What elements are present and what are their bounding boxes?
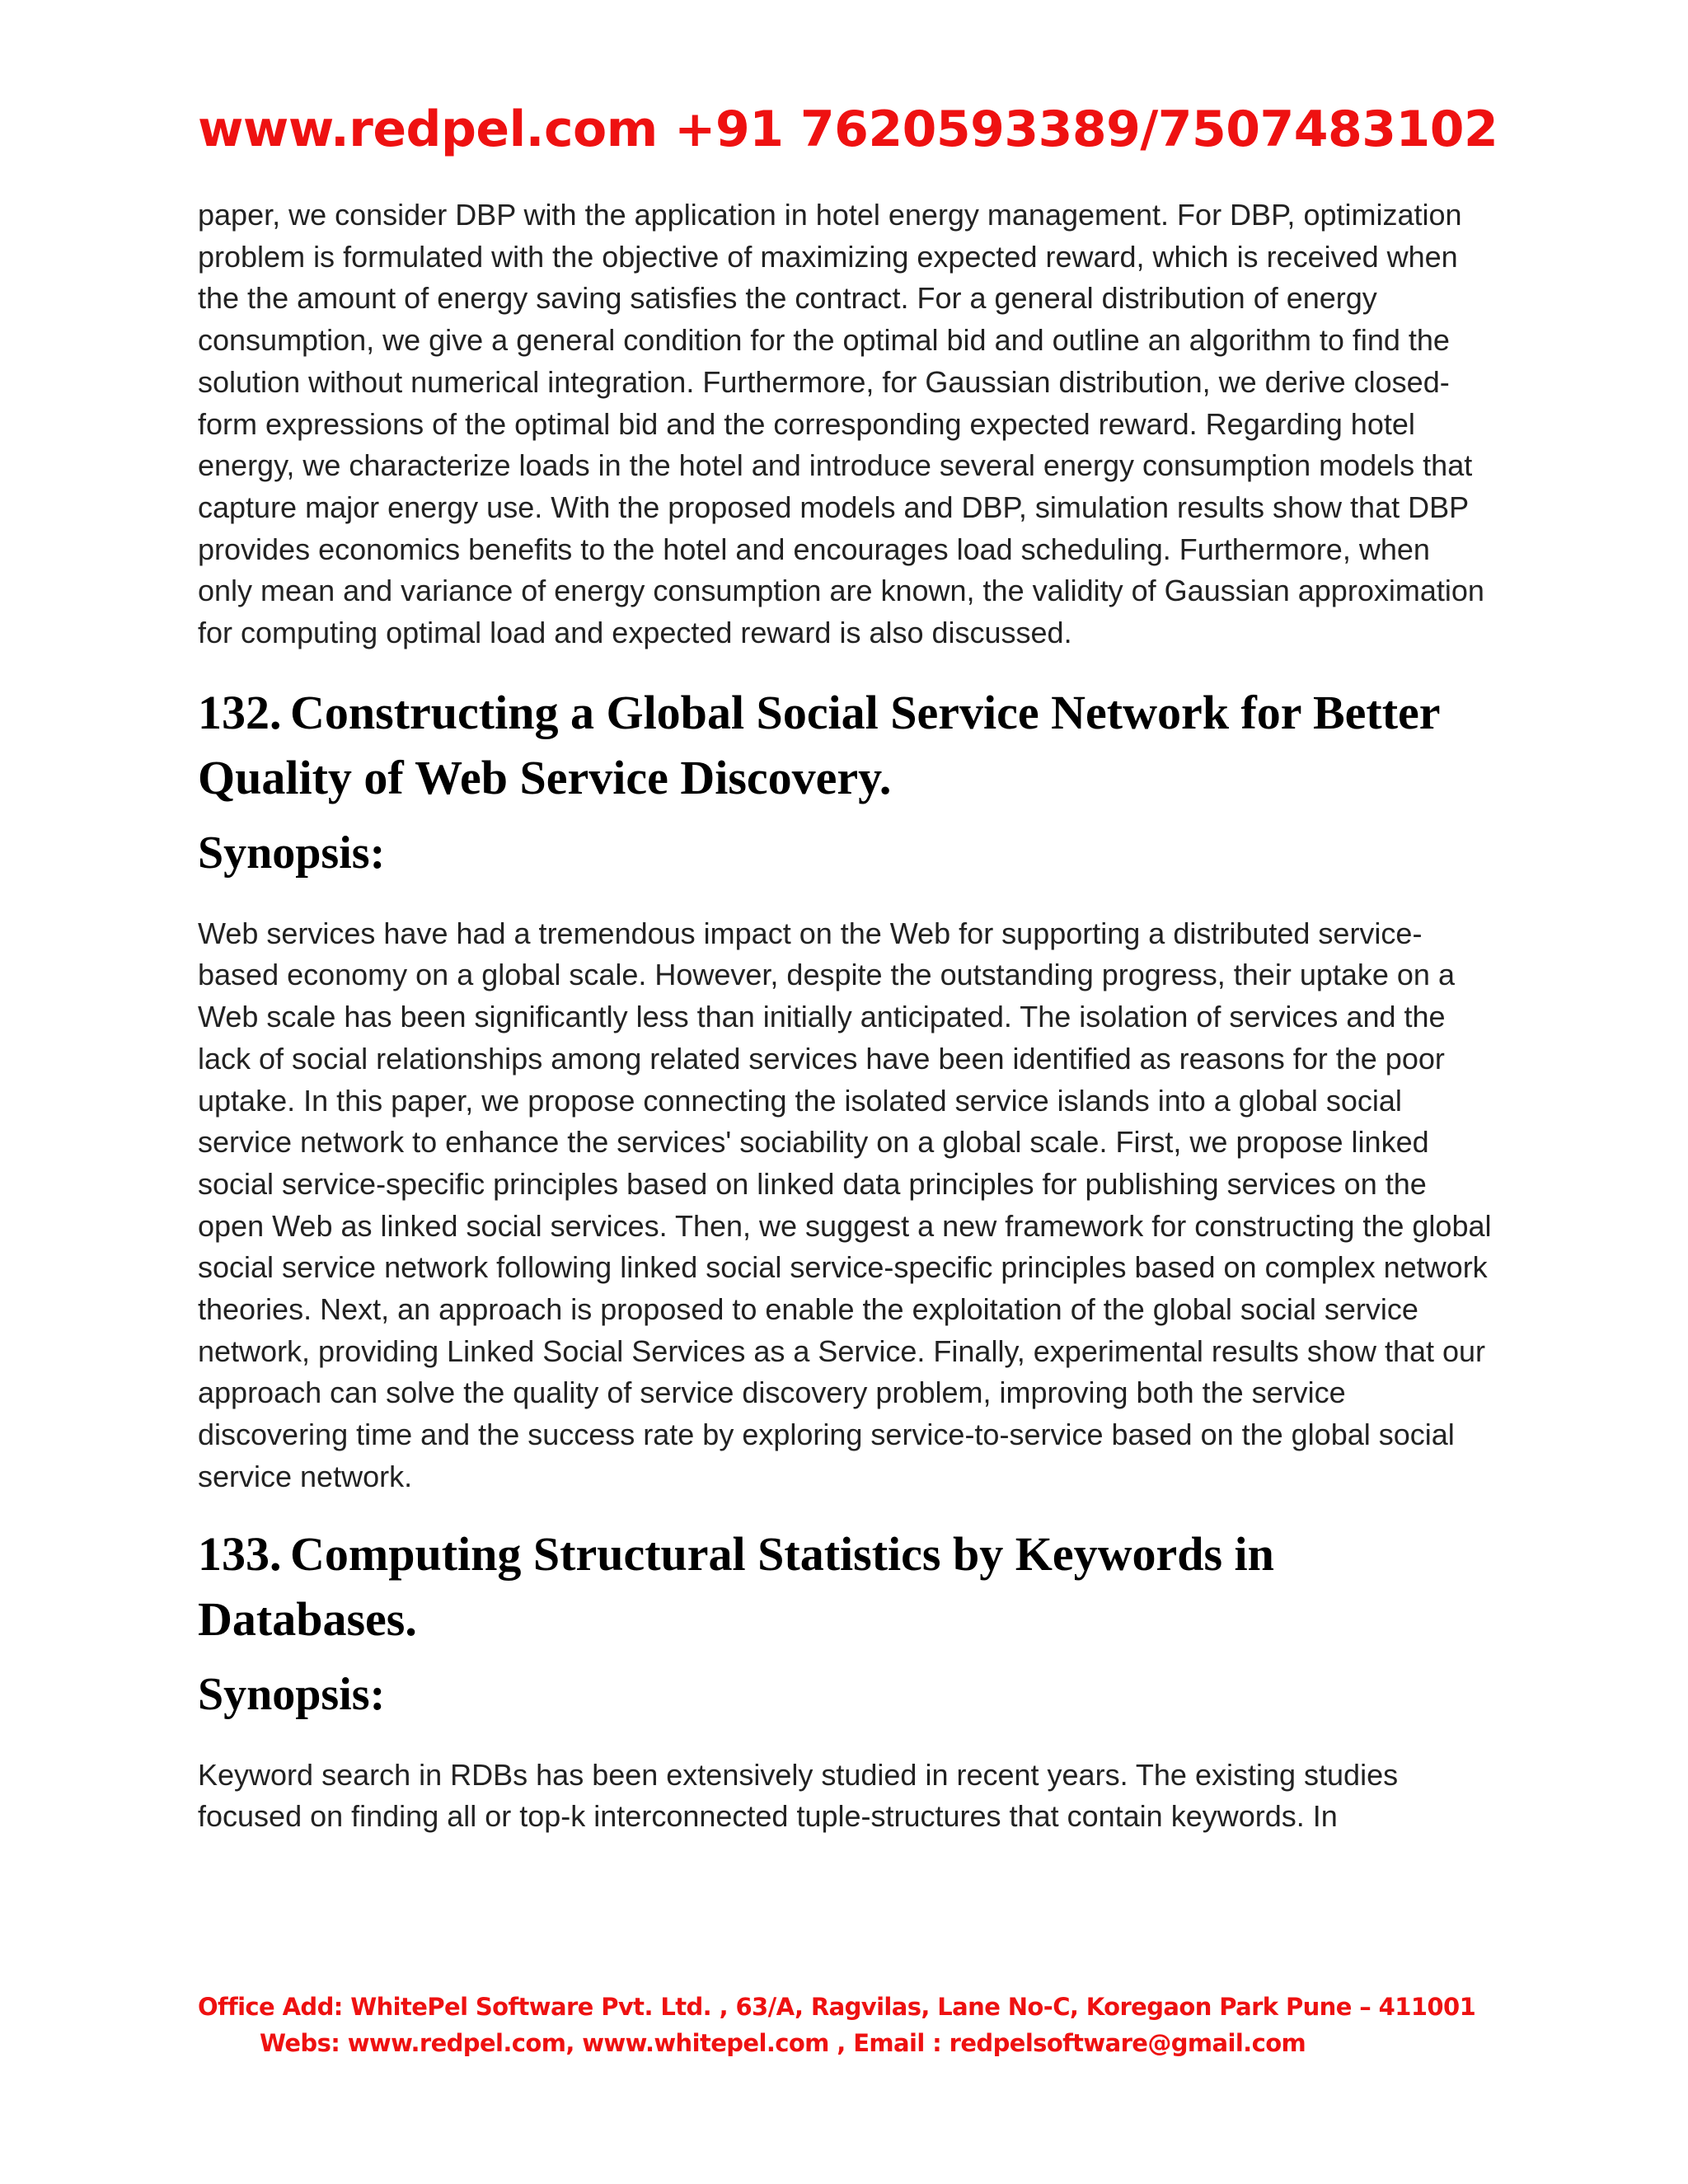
footer-web-email: Webs: www.redpel.com, www.whitepel.com , Email : redpelsoftware@gmail.com [260, 2029, 1306, 2057]
section-132-title-text: Constructing a Global Social Service Network for Better Quality of Web Service Discovery. [198, 685, 1440, 804]
section-133-title-text: Computing Structural Statistics by Keywords in Databases. [198, 1526, 1274, 1646]
intro-paragraph: paper, we consider DBP with the application in hotel energy management. For DBP, optimization problem is formulated with the objective of maximizing expected reward, which is received when the the amount of energy saving satisfies the contract. For a general distribution of energy consumption, we give a general condition for the optimal bid and outline an algorithm to find the solution without numerical integration. Furthermore, for Gaussian distribution, we derive closed-form expressions of the optimal bid and the corresponding expected reward. Regarding hotel energy, we characterize loads in the hotel and introduce several energy consumption models that capture major energy use. With the proposed models and DBP, simulation results show that DBP provides economics benefits to the hotel and encourages load scheduling. Furthermore, when only mean and variance of energy consumption are known, the validity of Gaussian approximation for computing optimal load and expected reward is also discussed. [198, 198, 1484, 650]
section-132-number: 132. [198, 685, 282, 739]
section-132-title [198, 680, 1492, 810]
page-header: www.redpel.com +91 7620593389/7507483102 [198, 101, 1498, 158]
section-133-synopsis-label: Synopsis: [198, 1668, 386, 1720]
section-133-body: Keyword search in RDBs has been extensively studied in recent years. The existing studies focused on finding all or top-k interconnected tuple-structures that contain keywords. In [198, 1757, 1399, 1834]
page-content [198, 194, 1492, 1838]
section-132-body: Web services have had a tremendous impact on the Web for supporting a distributed service-based economy on a global scale. However, despite the outstanding progress, their uptake on a Web scale has been significantly less than initially anticipated. The isolation of services and the lack of social relationships among related services have been identified as reasons for the poor uptake. In this paper, we propose connecting the isolated service islands into a global social service network to enhance the services' sociability on a global scale. First, we propose linked social service-specific principles based on linked data principles for publishing services on the open Web as linked social services. Then, we suggest a new framework for constructing the global social service network following linked social service-specific principles based on complex network theories. Next, an approach is proposed to enable the exploitation of the global social service network, providing Linked Social Services as a Service. Finally, experimental results show that our approach can solve the quality of service discovery problem, improving both the service discovering time and the success rate by exploring service-to-service based on the global social service network. [198, 916, 1492, 1493]
section-133-title [198, 1521, 1492, 1652]
section-132-synopsis-label: Synopsis: [198, 827, 386, 879]
footer-office-address: Office Add: WhitePel Software Pvt. Ltd. , 63/A, Ragvilas, Lane No-C, Koregaon Park Pune – 411001 [198, 1993, 1476, 2021]
section-133-number: 133. [198, 1526, 282, 1581]
